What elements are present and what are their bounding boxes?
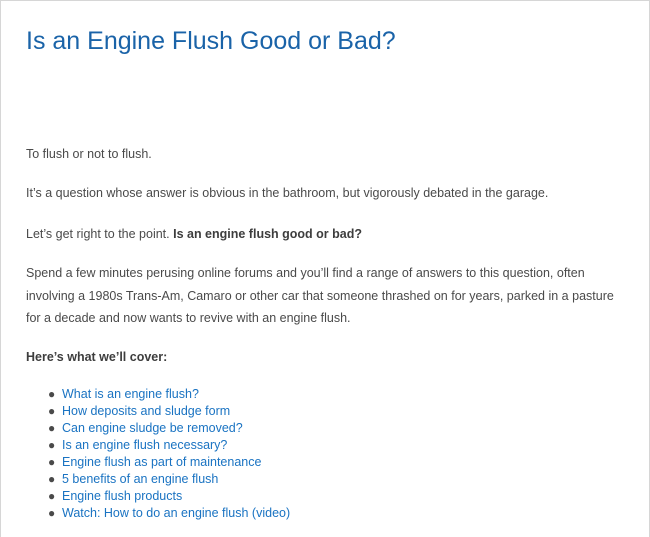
toc-link-what-is-engine-flush[interactable]: What is an engine flush?	[62, 387, 199, 401]
toc-link-benefits[interactable]: 5 benefits of an engine flush	[62, 472, 219, 486]
intro-paragraph: To flush or not to flush.	[26, 147, 152, 161]
page-title: Is an Engine Flush Good or Bad?	[26, 27, 396, 55]
paragraph-forums: Spend a few minutes perusing online forums and you’ll find a range of answers to this question, often involving a 1980s Trans-Am, Camaro or other car that someone thrashed on for years, parked in a pasture for a decade and now wants to revive with an engine flush.	[26, 266, 614, 325]
toc-link-products[interactable]: Engine flush products	[62, 489, 183, 503]
bullet-icon: ●	[48, 489, 56, 503]
list-item	[26, 471, 290, 488]
paragraph-bathroom: It’s a question whose answer is obvious in the bathroom, but vigorously debated in the garage.	[26, 186, 549, 200]
bullet-icon: ●	[48, 472, 56, 486]
cover-heading: Here’s what we’ll cover:	[26, 350, 168, 364]
list-item	[26, 386, 290, 403]
toc-link-deposits-sludge[interactable]: How deposits and sludge form	[62, 404, 231, 418]
toc-link-flush-maintenance[interactable]: Engine flush as part of maintenance	[62, 455, 262, 469]
bullet-icon: ●	[48, 455, 56, 469]
list-item	[26, 505, 290, 522]
bullet-icon: ●	[48, 421, 56, 435]
table-of-contents	[26, 386, 290, 522]
paragraph-point	[26, 223, 626, 246]
list-item	[26, 403, 290, 420]
bullet-icon: ●	[48, 438, 56, 452]
toc-link-video[interactable]: Watch: How to do an engine flush (video)	[62, 506, 291, 520]
list-item	[26, 488, 290, 505]
paragraph-point-question: Is an engine flush good or bad?	[173, 227, 362, 241]
toc-link-sludge-removed[interactable]: Can engine sludge be removed?	[62, 421, 243, 435]
bullet-icon: ●	[48, 506, 56, 520]
list-item	[26, 454, 290, 471]
list-item	[26, 420, 290, 437]
bullet-icon: ●	[48, 404, 56, 418]
list-item	[26, 437, 290, 454]
toc-link-flush-necessary[interactable]: Is an engine flush necessary?	[62, 438, 228, 452]
bullet-icon: ●	[48, 387, 56, 401]
paragraph-point-lead: Let’s get right to the point.	[26, 227, 174, 241]
